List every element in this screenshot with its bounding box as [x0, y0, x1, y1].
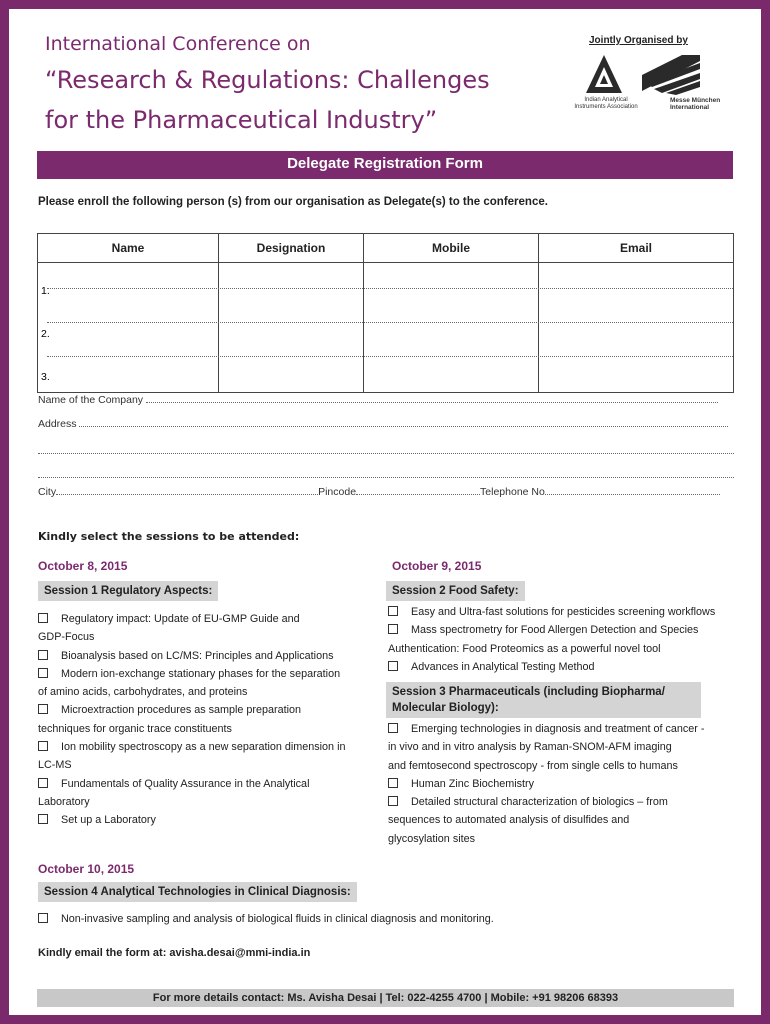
session-topic-text: GDP-Focus [38, 631, 95, 644]
mobile-cell[interactable] [364, 306, 539, 349]
row-number: 1. [41, 285, 50, 297]
checkbox-icon[interactable] [38, 704, 48, 714]
session-4-list [38, 910, 738, 928]
email-instructions: Kindly email the form at: avisha.desai@mmi-india.in [38, 947, 311, 959]
session-topic-continuation [388, 811, 761, 829]
session-topic-continuation [38, 756, 383, 774]
table-row[interactable] [38, 306, 734, 349]
session-topic-item[interactable] [38, 811, 383, 829]
delegate-table [37, 233, 734, 393]
session-topic-text: Ion mobility spectroscopy as a new separation dimension in [61, 741, 346, 754]
session-topic-text: Laboratory [38, 795, 90, 808]
session-topic-text: Bioanalysis based on LC/MS: Principles and Applications [61, 649, 334, 662]
session-topic-text: Easy and Ultra-fast solutions for pesticides screening workflows [411, 606, 716, 618]
session-topic-text: LC-MS [38, 759, 72, 772]
messe-muenchen-logo-icon [642, 53, 700, 95]
address-input-3[interactable] [38, 477, 734, 478]
messe-caption: Messe München International [670, 97, 721, 111]
company-label: Name of the Company [38, 394, 144, 406]
session-topic-item[interactable] [38, 647, 383, 665]
checkbox-icon[interactable] [38, 613, 48, 623]
session-topic-item[interactable] [38, 910, 738, 928]
row-1-dotted-line [47, 288, 733, 289]
session-3-label-line2: Molecular Biology): [392, 702, 499, 714]
jointly-organised-label: Jointly Organised by [589, 35, 688, 46]
session-topic-continuation [38, 628, 383, 646]
conference-title-line2: for the Pharmaceutical Industry” [45, 106, 438, 134]
iaia-logo-icon [584, 53, 624, 95]
row-2-dotted-line [47, 322, 733, 323]
checkbox-icon[interactable] [388, 796, 398, 806]
session-2-label: Session 2 Food Safety: [386, 581, 525, 601]
col-mobile: Mobile [364, 234, 539, 263]
checkbox-icon[interactable] [38, 741, 48, 751]
telephone-input[interactable] [545, 494, 720, 495]
session-topic-continuation [388, 830, 761, 848]
city-input[interactable] [56, 494, 318, 495]
session-3-list [388, 720, 761, 848]
address-input-2[interactable] [38, 453, 734, 454]
session-topic-continuation [38, 793, 383, 811]
session-topic-text: Authentication: Food Proteomics as a powerful novel tool [388, 642, 661, 655]
session-topic-item[interactable] [38, 701, 383, 719]
checkbox-icon[interactable] [388, 723, 398, 733]
session-1-label: Session 1 Regulatory Aspects: [38, 581, 218, 601]
email-cell[interactable] [539, 306, 734, 349]
day1-date: October 8, 2015 [38, 559, 128, 573]
session-topic-text: sequences to automated analysis of disulfides and [388, 814, 630, 827]
session-topic-continuation [38, 720, 383, 738]
checkbox-icon[interactable] [388, 606, 398, 616]
session-topic-text: techniques for organic trace constituents [38, 722, 232, 735]
session-topic-text: of amino acids, carbohydrates, and proteins [38, 686, 248, 699]
checkbox-icon[interactable] [388, 778, 398, 788]
session-topic-text: Modern ion-exchange stationary phases for the separation [61, 667, 341, 680]
session-topic-text: Set up a Laboratory [61, 814, 156, 827]
row-3-dotted-line [47, 356, 733, 357]
sessions-heading: Kindly select the sessions to be attended: [38, 530, 300, 543]
form-page [9, 9, 761, 1015]
email-cell[interactable] [539, 263, 734, 307]
designation-cell[interactable] [219, 263, 364, 307]
conference-intro: International Conference on [45, 33, 311, 55]
session-topic-continuation [38, 683, 383, 701]
form-title-banner: Delegate Registration Form [37, 151, 733, 179]
session-topic-text: Human Zinc Biochemistry [411, 777, 534, 790]
session-topic-text: Regulatory impact: Update of EU-GMP Guide and [61, 613, 300, 625]
telephone-label: Telephone No [480, 486, 545, 498]
session-topic-item[interactable] [38, 665, 383, 683]
conference-title-line1: “Research & Regulations: Challenges [45, 66, 490, 94]
session-topic-text: Emerging technologies in diagnosis and treatment of cancer - [411, 723, 705, 735]
pincode-input[interactable] [356, 494, 480, 495]
city-label: City [38, 486, 57, 498]
city-pincode-telephone-row [38, 486, 738, 500]
checkbox-icon[interactable] [38, 913, 48, 923]
session-1-list [38, 610, 383, 830]
checkbox-icon[interactable] [38, 778, 48, 788]
checkbox-icon[interactable] [38, 814, 48, 824]
address-input-1[interactable] [79, 426, 728, 427]
session-topic-item[interactable] [388, 775, 761, 793]
company-field[interactable] [38, 394, 734, 408]
session-3-label-line1: Session 3 Pharmaceuticals (including Biopharma/ [392, 686, 665, 698]
address-field[interactable] [38, 418, 734, 432]
day3-date: October 10, 2015 [38, 862, 135, 876]
col-designation: Designation [219, 234, 364, 263]
session-topic-item[interactable] [38, 738, 383, 756]
company-input[interactable] [146, 402, 718, 403]
session-topic-text: and femtosecond spectroscopy - from single cells to humans [388, 759, 678, 772]
table-header-row [38, 234, 734, 263]
session-topic-item[interactable] [388, 658, 761, 676]
session-topic-continuation [388, 757, 761, 775]
table-row[interactable] [38, 263, 734, 307]
session-topic-item[interactable] [388, 720, 761, 738]
checkbox-icon[interactable] [388, 661, 398, 671]
enroll-instructions: Please enroll the following person (s) from our organisation as Delegate(s) to the conference. [38, 196, 548, 208]
col-email: Email [539, 234, 734, 263]
session-topic-item[interactable] [38, 610, 383, 628]
session-topic-continuation [388, 640, 761, 658]
row-number: 2. [41, 328, 50, 340]
session-topic-text: Detailed structural characterization of biologics – from [411, 796, 668, 809]
day2-date: October 9, 2015 [392, 559, 482, 573]
col-name: Name [38, 234, 219, 263]
checkbox-icon[interactable] [388, 624, 398, 634]
session-topic-text: Fundamentals of Quality Assurance in the Analytical [61, 777, 310, 790]
row-number: 3. [41, 371, 50, 383]
session-topic-text: Microextraction procedures as sample preparation [61, 704, 302, 717]
designation-cell[interactable] [219, 306, 364, 349]
session-topic-text: Non-invasive sampling and analysis of biological fluids in clinical diagnosis and monitoring. [61, 913, 494, 925]
session-topic-text: Mass spectrometry for Food Allergen Detection and Species [411, 624, 699, 637]
mobile-cell[interactable] [364, 263, 539, 307]
session-topic-continuation [388, 738, 761, 756]
session-topic-item[interactable] [388, 621, 761, 639]
session-3-label [386, 682, 701, 718]
session-topic-text: glycosylation sites [388, 832, 476, 845]
iaia-caption: Indian Analytical Instruments Association [574, 97, 638, 110]
session-topic-text: in vivo and in vitro analysis by Raman-SNOM-AFM imaging [388, 741, 672, 754]
session-topic-item[interactable] [388, 603, 761, 621]
contact-footer: For more details contact: Ms. Avisha Desai | Tel: 022-4255 4700 | Mobile: +91 98206 68393 [37, 989, 734, 1007]
session-2-list [388, 603, 761, 676]
session-topic-item[interactable] [388, 793, 761, 811]
checkbox-icon[interactable] [38, 668, 48, 678]
session-topic-item[interactable] [38, 775, 383, 793]
checkbox-icon[interactable] [38, 650, 48, 660]
pincode-label: Pincode [318, 486, 357, 498]
address-label: Address [38, 418, 77, 430]
session-topic-text: Advances in Analytical Testing Method [411, 660, 595, 673]
session-4-label: Session 4 Analytical Technologies in Clinical Diagnosis: [38, 882, 357, 902]
